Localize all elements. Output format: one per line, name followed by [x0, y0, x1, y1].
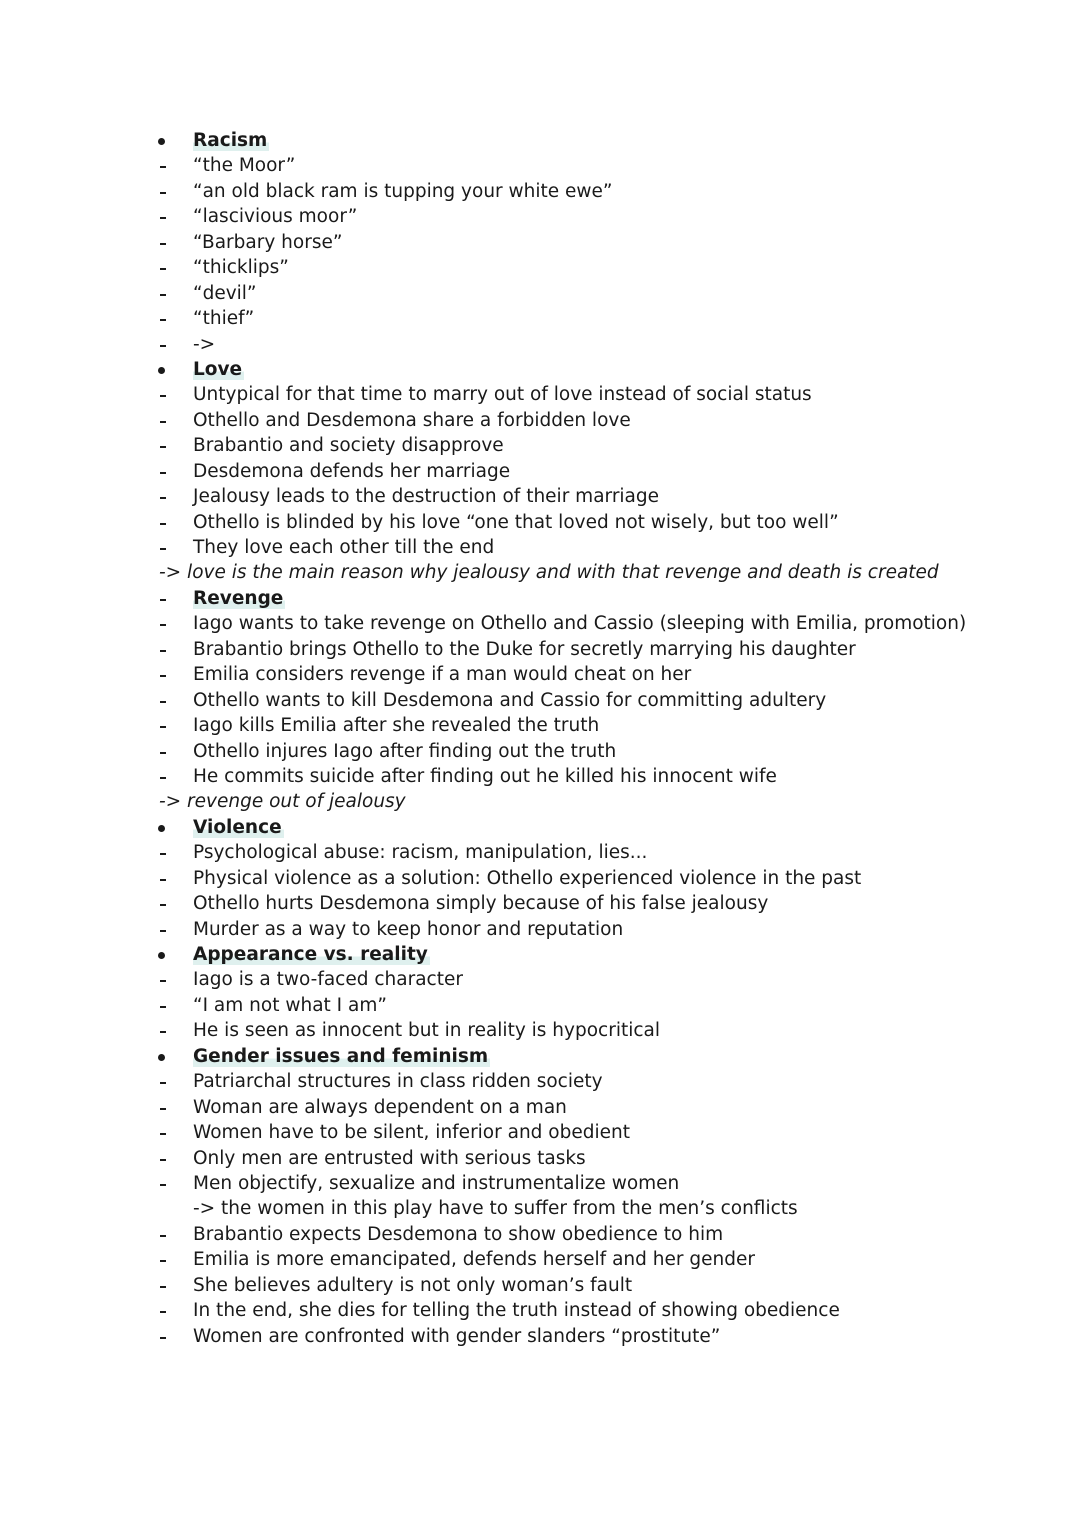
dash-icon: [160, 701, 166, 703]
dash-icon: [160, 497, 166, 499]
heading-text: Revenge: [193, 586, 285, 611]
dash-icon: [160, 421, 166, 423]
note-text: “I am not what I am”: [193, 994, 387, 1016]
bullet-dot-icon: [158, 138, 165, 145]
heading-text: Violence: [193, 815, 284, 840]
note-text: They love each other till the end: [193, 537, 495, 558]
dash-marker: [0, 1018, 193, 1043]
dash-marker: [0, 1247, 193, 1272]
note-text: “thief”: [193, 308, 255, 330]
note-text: Women are confronted with gender slanders “prostitute”: [193, 1325, 721, 1347]
heading-text: Racism: [193, 128, 269, 153]
dash-icon: [160, 446, 166, 448]
note-item: [0, 611, 1080, 636]
dash-marker: [0, 611, 193, 636]
bullet-dot-icon: [158, 1054, 165, 1061]
note-item: [0, 1171, 1080, 1196]
note-text: “devil”: [193, 282, 257, 304]
dash-icon: [160, 650, 166, 652]
note-text: “the Moor”: [193, 155, 296, 177]
dash-marker: [0, 688, 193, 713]
note-item: [0, 1222, 1080, 1247]
dash-icon: [160, 1286, 166, 1288]
dash-marker: [0, 713, 193, 738]
note-item: [0, 510, 1080, 535]
section-heading: [0, 128, 1080, 153]
dash-marker: [0, 662, 193, 687]
dash-icon: [160, 192, 166, 194]
note-item: [0, 1196, 1080, 1221]
note-item: [0, 535, 1080, 560]
note-item: [0, 866, 1080, 891]
dash-icon: [160, 980, 166, 982]
dash-icon: [160, 1006, 166, 1008]
note-item: [0, 637, 1080, 662]
note-text: Jealousy leads to the destruction of their marriage: [193, 486, 660, 508]
note-item: [0, 840, 1080, 865]
dash-icon: [160, 523, 166, 525]
note-text: Othello injures Iago after finding out the truth: [193, 740, 617, 762]
dash-marker: [0, 967, 193, 992]
note-text: Woman are always dependent on a man: [193, 1096, 567, 1118]
note-text: “an old black ram is tupping your white ewe”: [193, 180, 613, 202]
section-heading: [0, 1044, 1080, 1069]
note-text: He is seen as innocent but in reality is hypocritical: [193, 1020, 660, 1042]
conclusion-line: [0, 560, 1080, 585]
conclusion-line: [0, 789, 1080, 814]
note-text: Physical violence as a solution: Othello experienced violence in the past: [193, 867, 862, 889]
note-item: [0, 204, 1080, 229]
note-item: [0, 332, 1080, 357]
dash-marker: [0, 840, 193, 865]
note-item: [0, 408, 1080, 433]
note-item: [0, 382, 1080, 407]
note-item: [0, 1120, 1080, 1145]
note-text: ->: [193, 333, 216, 355]
dash-icon: [160, 624, 166, 626]
note-text: “lascivious moor”: [193, 206, 358, 228]
dash-icon: [160, 726, 166, 728]
dash-icon: [160, 853, 166, 855]
heading-text: Appearance vs. reality: [193, 942, 430, 967]
notes-list: [0, 128, 1080, 1349]
dash-marker: [0, 1298, 193, 1323]
note-text: Only men are entrusted with serious tasks: [193, 1147, 586, 1169]
dash-marker: [0, 739, 193, 764]
dash-marker: [0, 1324, 193, 1349]
dash-marker: [0, 1273, 193, 1298]
bullet-marker: [0, 815, 193, 840]
note-item: [0, 1247, 1080, 1272]
dash-marker: [0, 179, 193, 204]
dash-marker: [0, 891, 193, 916]
note-text: Emilia considers revenge if a man would cheat on her: [193, 664, 692, 686]
dash-icon: [160, 472, 166, 474]
dash-icon: [160, 879, 166, 881]
dash-icon: [160, 1337, 166, 1339]
bullet-dot-icon: [158, 367, 165, 374]
note-item: [0, 713, 1080, 738]
bullet-dot-icon: [158, 952, 165, 959]
dash-marker: [0, 1146, 193, 1171]
note-item: [0, 1298, 1080, 1323]
note-item: [0, 688, 1080, 713]
dash-marker: [0, 153, 193, 178]
dash-marker: [0, 255, 193, 280]
note-item: [0, 153, 1080, 178]
dash-marker: [0, 281, 193, 306]
note-text: -> love is the main reason why jealousy and with that revenge and death is created: [159, 562, 939, 584]
dash-marker: [0, 204, 193, 229]
dash-icon: [160, 1235, 166, 1237]
dash-icon: [160, 217, 166, 219]
dash-icon: [160, 1260, 166, 1262]
note-text: Othello hurts Desdemona simply because of his false jealousy: [193, 893, 769, 915]
section-heading: [0, 942, 1080, 967]
note-text: Brabantio and society disapprove: [193, 435, 504, 457]
dash-icon: [160, 243, 166, 245]
dash-marker: [0, 1095, 193, 1120]
dash-marker: [0, 1171, 193, 1196]
note-item: [0, 1273, 1080, 1298]
dash-icon: [160, 395, 166, 397]
dash-icon: [160, 930, 166, 932]
note-text: He commits suicide after finding out he killed his innocent wife: [193, 765, 777, 787]
note-item: [0, 1018, 1080, 1043]
dash-icon: [160, 777, 166, 779]
dash-icon: [160, 1082, 166, 1084]
dash-marker: [0, 1120, 193, 1145]
dash-marker: [0, 1069, 193, 1094]
dash-icon: [160, 675, 166, 677]
dash-icon: [160, 1311, 166, 1313]
note-text: Patriarchal structures in class ridden society: [193, 1071, 603, 1093]
dash-marker: [0, 510, 193, 535]
dash-marker: [0, 1222, 193, 1247]
dash-icon: [160, 319, 166, 321]
note-item: [0, 1146, 1080, 1171]
note-item: [0, 179, 1080, 204]
note-item: [0, 230, 1080, 255]
dash-marker: [0, 637, 193, 662]
note-item: [0, 1069, 1080, 1094]
note-text: Othello and Desdemona share a forbidden love: [193, 409, 631, 431]
note-text: She believes adultery is not only woman’s fault: [193, 1274, 633, 1296]
note-text: Iago kills Emilia after she revealed the truth: [193, 715, 600, 737]
note-text: Murder as a way to keep honor and reputation: [193, 918, 624, 940]
dash-marker: [0, 917, 193, 942]
note-text: -> revenge out of jealousy: [159, 791, 406, 813]
note-item: [0, 484, 1080, 509]
bullet-dot-icon: [158, 825, 165, 832]
note-item: [0, 1095, 1080, 1120]
dash-marker: [0, 332, 193, 357]
dash-marker: [0, 382, 193, 407]
bullet-marker: [0, 357, 193, 382]
note-item: [0, 255, 1080, 280]
dash-marker: [0, 230, 193, 255]
note-item: [0, 764, 1080, 789]
note-text: Emilia is more emancipated, defends herself and her gender: [193, 1249, 755, 1271]
dash-icon: [160, 599, 166, 601]
bullet-marker: [0, 128, 193, 153]
note-text: Brabantio brings Othello to the Duke for secretly marrying his daughter: [193, 638, 856, 660]
note-text: Iago is a two-faced character: [193, 969, 463, 991]
note-text: Women have to be silent, inferior and obedient: [193, 1122, 630, 1144]
note-item: [0, 739, 1080, 764]
dash-marker: [0, 433, 193, 458]
dash-icon: [160, 1108, 166, 1110]
note-text: “Barbary horse”: [193, 231, 343, 253]
section-heading: [0, 357, 1080, 382]
note-item: [0, 433, 1080, 458]
heading-text: Gender issues and feminism: [193, 1044, 490, 1069]
note-text: Untypical for that time to marry out of love instead of social status: [193, 384, 812, 406]
dash-icon: [160, 752, 166, 754]
note-item: [0, 1324, 1080, 1349]
dash-icon: [160, 1184, 166, 1186]
bullet-marker: [0, 942, 193, 967]
dash-marker: [0, 866, 193, 891]
section-heading: [0, 815, 1080, 840]
note-text: Othello is blinded by his love “one that loved not wisely, but too well”: [193, 511, 839, 533]
note-text: -> the women in this play have to suffer from the men’s conflicts: [193, 1198, 798, 1220]
dash-icon: [160, 904, 166, 906]
note-item: [0, 967, 1080, 992]
dash-icon: [160, 166, 166, 168]
note-item: [0, 917, 1080, 942]
note-item: [0, 662, 1080, 687]
dash-icon: [160, 1031, 166, 1033]
note-text: Psychological abuse: racism, manipulation, lies...: [193, 842, 648, 864]
dash-icon: [160, 268, 166, 270]
note-text: Desdemona defends her marriage: [193, 460, 511, 482]
note-text: “thicklips”: [193, 257, 289, 279]
dash-marker: [0, 586, 193, 611]
dash-marker: [0, 764, 193, 789]
bullet-marker: [0, 1044, 193, 1069]
note-item: [0, 993, 1080, 1018]
dash-marker: [0, 306, 193, 331]
note-text: In the end, she dies for telling the truth instead of showing obedience: [193, 1300, 840, 1322]
note-item: [0, 459, 1080, 484]
note-item: [0, 891, 1080, 916]
section-heading: [0, 586, 1080, 611]
dash-marker: [0, 484, 193, 509]
dash-marker: [0, 459, 193, 484]
dash-icon: [160, 294, 166, 296]
dash-icon: [160, 1133, 166, 1135]
dash-icon: [160, 548, 166, 550]
note-text: Brabantio expects Desdemona to show obedience to him: [193, 1223, 724, 1245]
note-item: [0, 281, 1080, 306]
note-item: [0, 306, 1080, 331]
heading-text: Love: [193, 357, 244, 382]
dash-marker: [0, 408, 193, 433]
note-text: Iago wants to take revenge on Othello and Cassio (sleeping with Emilia, promotion): [193, 613, 967, 635]
note-text: Men objectify, sexualize and instrumentalize women: [193, 1172, 680, 1194]
dash-marker: [0, 535, 193, 560]
dash-icon: [160, 1159, 166, 1161]
dash-marker: [0, 993, 193, 1018]
dash-icon: [160, 345, 166, 347]
note-text: Othello wants to kill Desdemona and Cassio for committing adultery: [193, 689, 827, 711]
